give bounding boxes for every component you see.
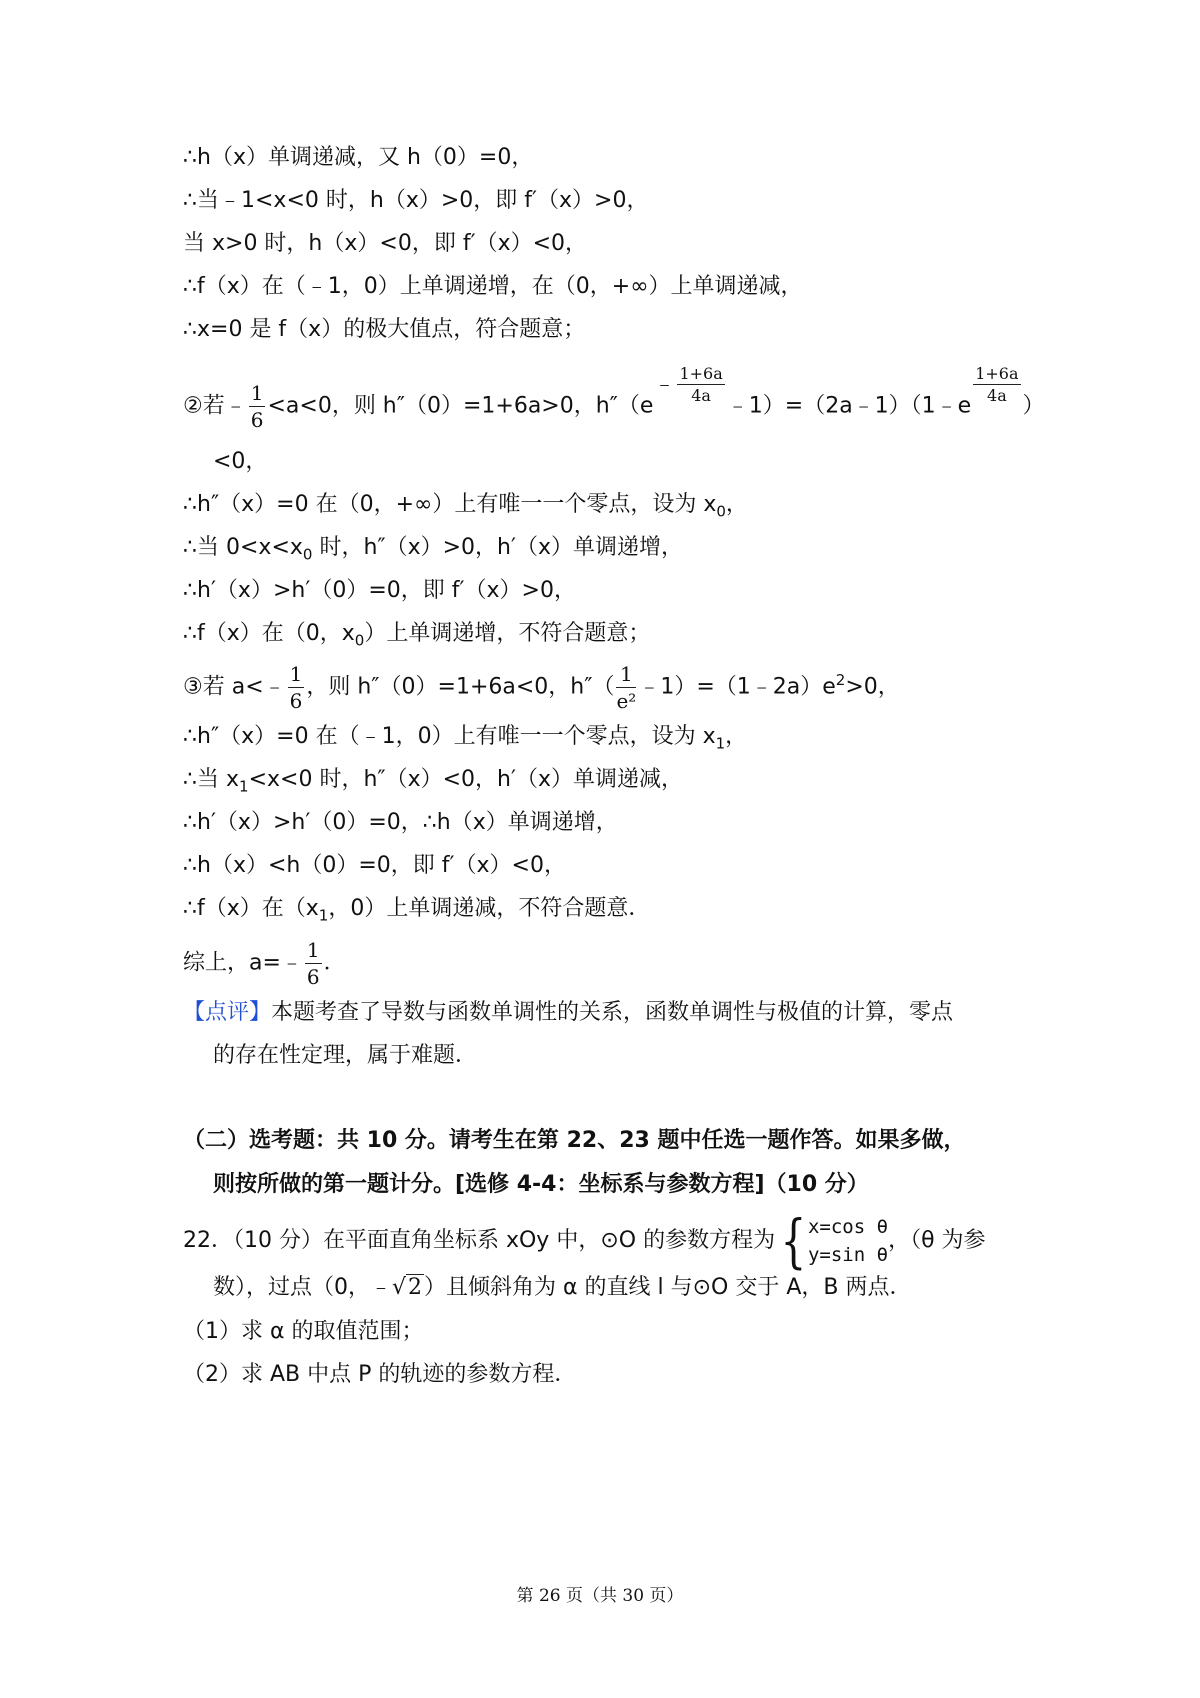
exponent-1: ﹣ $\frac{1+6a}{4a}$ xyxy=(653,363,723,405)
line-10: ∴h′（x）>h′（0）=0，即 f′（x）>0， xyxy=(183,578,576,603)
line-11: ∴f（x）在（0，$x_0$）上单调递增，不符合题意； xyxy=(183,621,651,650)
line-case-3: ③若 a<﹣ $\frac{1}{6}$ ，则 h″（0）=1+6a<0，h″（ $\frac{1}{\text{e²}}$ $﹣1)=(1﹣2a)e^2>0$， xyxy=(183,662,900,713)
line-15: ∴h′（x）>h′（0）=0，∴h（x）单调递增， xyxy=(183,810,618,835)
line-14: ∴当 $x_1<x<0$ 时，h″（x）<0，h′（x）单调递减， xyxy=(183,767,684,796)
question-22-line-2: 数），过点（0，﹣√2）且倾斜角为 α 的直线 l 与⊙O 交于 A，B 两点． xyxy=(213,1273,912,1303)
fraction-one-sixth: $\frac{1}{6}$ xyxy=(250,381,264,432)
line-case-2: ②若﹣ $\frac{1}{6}$ <a<0，则 h″（0）=1+6a>0，h″（e﹣ $\frac{1+6a}{4a}$ ﹣1）=（2a﹣1）（1﹣e $\frac{1+6a}{4a}$ ） xyxy=(183,363,1045,432)
section-heading-2: 则按所做的第一题计分。[选修 4-4：坐标系与参数方程]（10 分） xyxy=(213,1172,869,1197)
question-22-line-1: 22．（10 分）在平面直角坐标系 xOy 中，⊙O 的参数方程为{ x=cos θ y=sin θ ，（θ 为参 xyxy=(183,1207,986,1275)
fraction-one-sixth: $\frac{1}{6}$ xyxy=(306,938,320,989)
line-7: <0， xyxy=(213,449,268,474)
line-2: ∴当﹣1<x<0 时，h（x）>0，即 f′（x）>0， xyxy=(183,188,649,213)
comment-line-1: 【点评】本题考查了导数与函数单调性的关系，函数单调性与极值的计算，零点 xyxy=(183,1000,954,1025)
line-8: ∴h″（x）=0 在（0，+∞）上有唯一一个零点，设为 $x_0$， xyxy=(183,492,748,521)
line-4: ∴f（x）在（﹣1，0）上单调递增，在（0，+∞）上单调递减， xyxy=(183,274,803,299)
comment-line-2: 的存在性定理，属于难题． xyxy=(213,1043,478,1068)
line-13: ∴h″（x）=0 在（﹣1，0）上有唯一一个零点，设为 $x_1$， xyxy=(183,724,748,753)
line-17: ∴f（x）在（$x_1$，0）上单调递减，不符合题意． xyxy=(183,896,651,925)
line-9: ∴当 $0<x<x_0$ 时，h″（x）>0，h′（x）单调递增， xyxy=(183,535,684,564)
section-heading-1: （二）选考题：共 10 分。请考生在第 22、23 题中任选一题作答。如果多做， xyxy=(183,1128,966,1153)
question-22-part-2: （2）求 AB 中点 P 的轨迹的参数方程． xyxy=(183,1362,577,1387)
page-footer: 第 26 页（共 30 页） xyxy=(516,1586,684,1606)
fraction-one-sixth: $\frac{1}{6}$ xyxy=(289,662,303,713)
parametric-system: { x=cos θ y=sin θ xyxy=(780,1207,889,1275)
comment-tag: 【点评】 xyxy=(183,1000,272,1025)
line-16: ∴h（x）<h（0）=0，即 f′（x）<0， xyxy=(183,853,566,878)
line-3: 当 x>0 时，h（x）<0，即 f′（x）<0， xyxy=(183,231,588,256)
conclusion-line: 综上，a=﹣ $\frac{1}{6}$ ． xyxy=(183,938,346,989)
question-22-part-1: （1）求 α 的取值范围； xyxy=(183,1319,424,1344)
line-1: ∴h（x）单调递减，又 h（0）=0， xyxy=(183,145,534,170)
fraction-one-over-e-squared: $\frac{1}{\text{e²}}$ xyxy=(616,662,637,713)
line-5: ∴x=0 是 f（x）的极大值点，符合题意； xyxy=(183,317,586,342)
exponent-2: $\frac{1+6a}{4a}$ xyxy=(975,363,1019,405)
sqrt-two: √2 xyxy=(392,1275,423,1300)
